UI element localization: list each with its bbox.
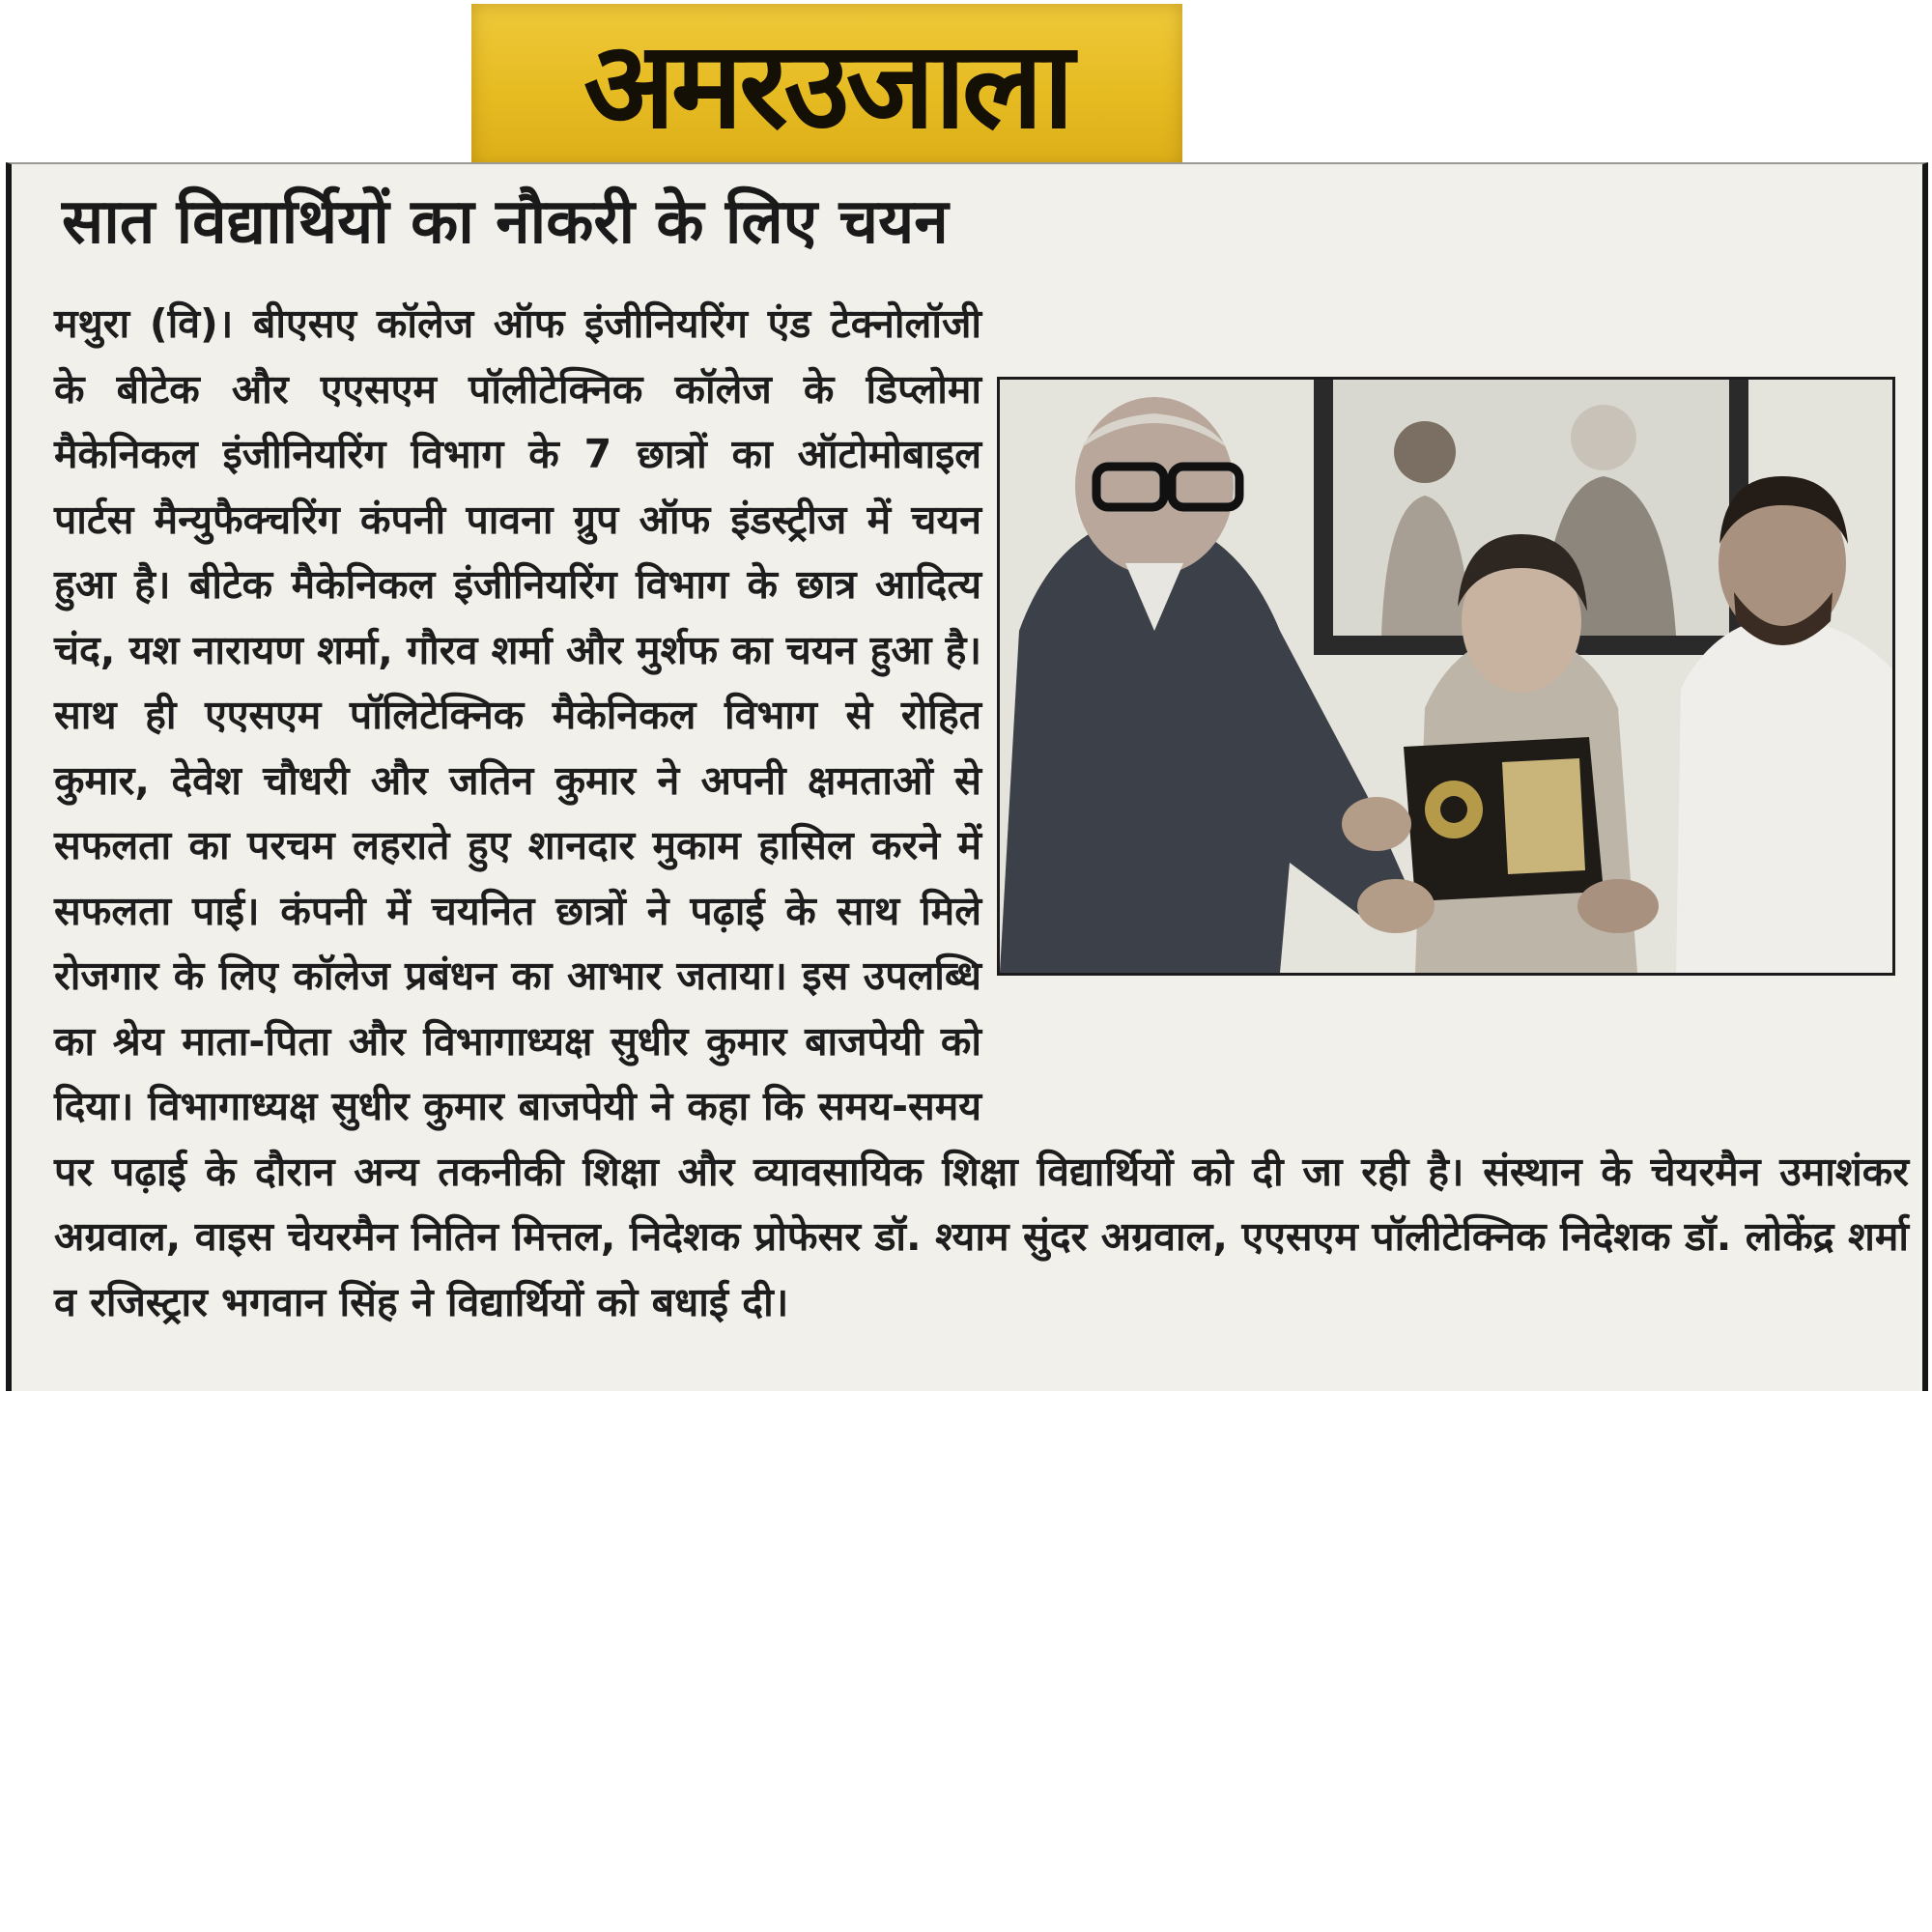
article-body	[54, 292, 1909, 1335]
newspaper-masthead	[471, 4, 1182, 168]
newspaper-logo-text: अमरउजाला	[583, 16, 1070, 156]
article-block	[6, 162, 1928, 1391]
article-headline: सात विद्यार्थियों का नौकरी के लिए चयन	[62, 186, 949, 258]
article-dateline: मथुरा (वि)।	[54, 300, 234, 347]
photo-wrap-space	[981, 359, 1909, 1076]
article-body-text: बीएसए कॉलेज ऑफ इंजीनियरिंग एंड टेक्नोलॉजी के बीटेक और एएसएम पॉलीटेक्निक कॉलेज के डिप्लोमा मैकेनिकल इंजीनियरिंग विभाग के 7 छात्रों का ऑटोमोबाइल पार्टस मैन्युफैक्चरिंग कंपनी पावना ग्रुप ऑफ इंडस्ट्रीज में चयन हुआ है। बीटेक मैकेनिकल इंजीनियरिंग विभाग के छात्र आदित्य चंद, यश नारायण शर्मा, गौरव शर्मा और मुर्शफ का चयन हुआ है। साथ ही एएसएम पॉलिटेक्निक मैकेनिकल विभाग से रोहित कुमार, देवेश चौधरी और जतिन कुमार ने अपनी क्षमताओं से सफलता का परचम लहराते हुए शानदार मुकाम हासिल करने में सफलता पाई। कंपनी में चयनित छात्रों ने पढ़ाई के साथ मिले रोजगार के लिए कॉलेज प्रबंधन का आभार जताया। इस उपलब्धि का श्रेय माता-पिता और विभागाध्यक्ष सुधीर कुमार बाजपेयी को दिया। विभागाध्यक्ष सुधीर कुमार बाजपेयी ने कहा कि समय-समय पर पढ़ाई के दौरान अन्य तकनीकी शिक्षा और व्यावसायिक शिक्षा विद्यार्थियों को दी जा रही है। संस्थान के चेयरमैन उमाशंकर अग्रवाल, वाइस चेयरमैन नितिन मित्तल, निदेशक प्रोफेसर डॉ. श्याम सुंदर अग्रवाल, एएसएम पॉलीटेक्निक निदेशक डॉ. लोकेंद्र शर्मा व रजिस्ट्रार भगवान सिंह ने विद्यार्थियों को बधाई दी।	[54, 300, 1909, 1325]
